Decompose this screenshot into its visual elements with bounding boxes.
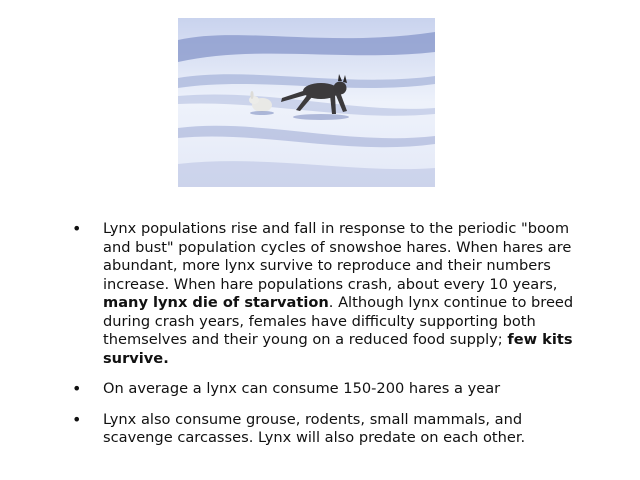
bullet-marker: •	[72, 379, 82, 398]
bullet-text: Lynx populations rise and fall in response to the periodic "boom and bust" population cycles of snowshoe hares. When hares are abundant, more lynx survive to reproduce and their numbers increase. When hare populations crash, about every 10 years,	[103, 220, 572, 293]
lynx-hare-photo	[178, 18, 435, 187]
bullet-text: On average a lynx can consume 150-200 hares a year	[103, 380, 501, 397]
bullet-item	[72, 220, 592, 368]
bullet-text: Lynx also consume grouse, rodents, small mammals, and scavenge carcasses. Lynx will also predate on each other.	[103, 410, 526, 446]
bullet-item	[72, 411, 592, 448]
bullet-emphasis-text: many lynx die of starvation	[103, 294, 329, 311]
bullet-emphasis-text: few kits survive.	[103, 331, 573, 367]
bullet-list	[72, 220, 592, 460]
bullet-marker: •	[72, 409, 82, 429]
bullet-item	[72, 380, 592, 399]
lynx-hare-photo-graphic	[178, 18, 435, 187]
bullet-marker: •	[72, 219, 82, 238]
bullet-text: . Although lynx continue to breed during crash years, females have difficulty supporting both themselves and their young on a reduced food supply;	[103, 294, 574, 348]
